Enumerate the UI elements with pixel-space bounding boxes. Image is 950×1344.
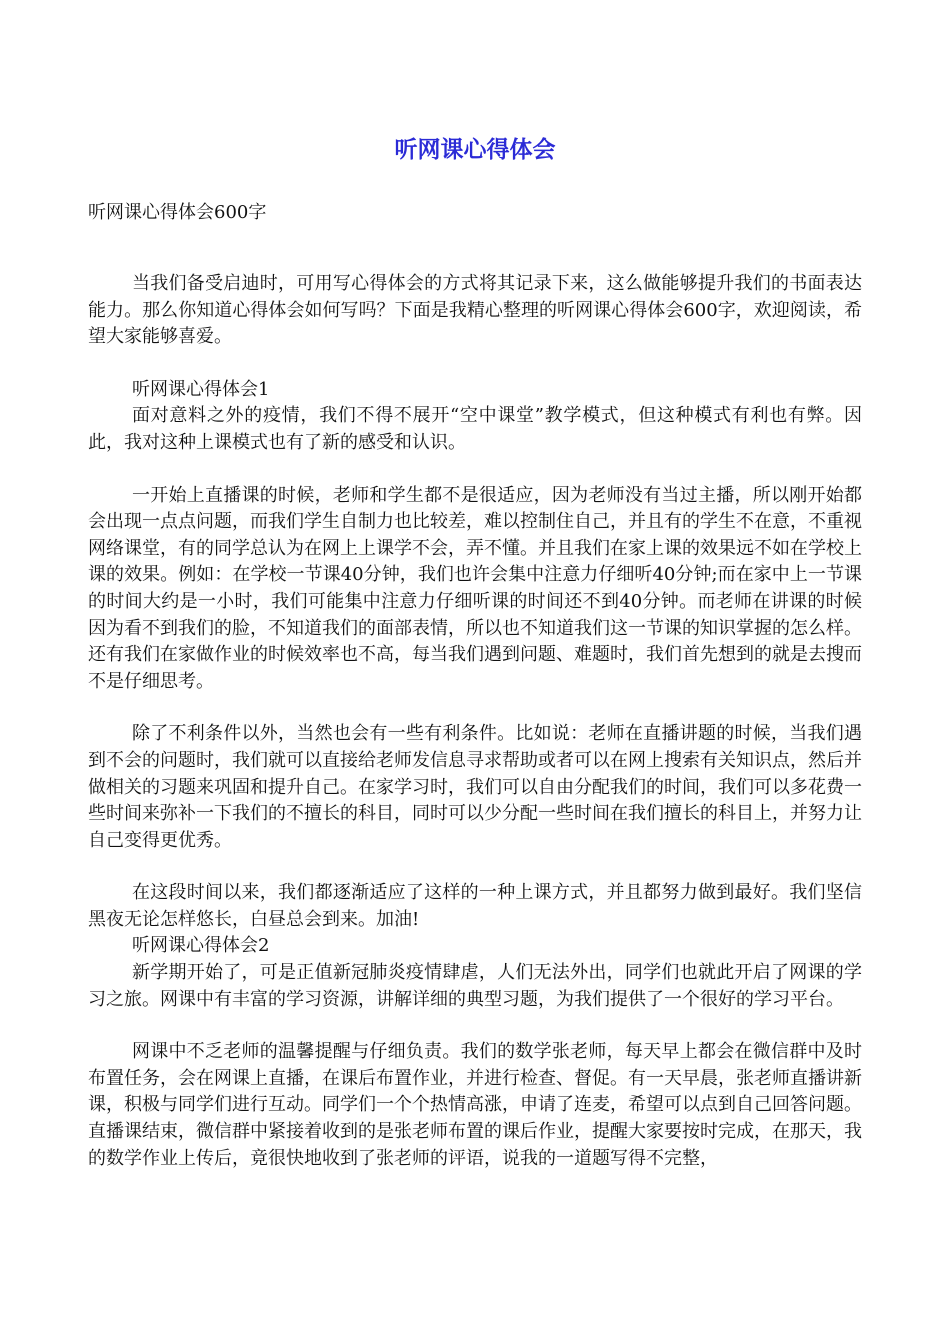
section2-paragraph: 新学期开始了，可是正值新冠肺炎疫情肆虐，人们无法外出，同学们也就此开启了网课的学习之旅。网课中有丰富的学习资源，讲解详细的典型习题，为我们提供了一个很好的学习平台。 [88, 962, 862, 1010]
section1-paragraph: 一开始上直播课的时候，老师和学生都不是很适应，因为老师没有当过主播，所以刚开始都会出现一点点问题，而我们学生自制力也比较差，难以控制住自己，并且有的学生不在意，不重视网络课堂，有的同学总认为在网上上课学不会，弄不懂。并且我们在家上课的效果远不如在学校上课的效果。例如：在学校一节课40分钟，我们也许会集中注意力仔细听40分钟;而在家中上一节课的时间大约是一小时，我们可能集中注意力仔细听课的时间还不到40分钟。而老师在讲课的时候因为看不到我们的脸，不知道我们的面部表情，所以也不知道我们这一节课的知识掌握的怎么样。还有我们在家做作业的时候效率也不高，每当我们遇到问题、难题时，我们首先想到的就是去搜而不是仔细思考。 [88, 484, 862, 692]
section1-paragraph: 在这段时间以来，我们都逐渐适应了这样的一种上课方式，并且都努力做到最好。我们坚信黑夜无论怎样悠长，白昼总会到来。加油! [88, 882, 862, 930]
document-title: 听网课心得体会 [394, 137, 556, 163]
section2-heading: 听网课心得体会2 [132, 935, 270, 957]
section1-heading: 听网课心得体会1 [132, 378, 270, 400]
section1-paragraph: 除了不利条件以外，当然也会有一些有利条件。比如说：老师在直播讲题的时候，当我们遇到不会的问题时，我们就可以直接给老师发信息寻求帮助或者可以在网上搜索有关知识点，然后并做相关的习题来巩固和提升自己。在家学习时，我们可以自由分配我们的时间，我们可以多花费一些时间来弥补一下我们的不擅长的科目，同时可以少分配一些时间在我们擅长的科目上，并努力让自己变得更优秀。 [88, 723, 862, 851]
document-body [88, 271, 862, 1172]
section1-paragraph: 面对意料之外的疫情，我们不得不展开“空中课堂”教学模式，但这种模式有利也有弊。因此，我对这种上课模式也有了新的感受和认识。 [88, 405, 862, 453]
intro-paragraph: 当我们备受启迪时，可用写心得体会的方式将其记录下来，这么做能够提升我们的书面表达能力。那么你知道心得体会如何写吗？下面是我精心整理的听网课心得体会600字，欢迎阅读，希望大家能够喜爱。 [88, 273, 862, 348]
section2-paragraph: 网课中不乏老师的温馨提醒与仔细负责。我们的数学张老师，每天早上都会在微信群中及时布置任务，会在网课上直播，在课后布置作业，并进行检查、督促。有一天早晨，张老师直播讲新课，积极与同学们进行互动。同学们一个个热情高涨，申请了连麦，希望可以点到自己回答问题。直播课结束，微信群中紧接着收到的是张老师布置的课后作业，提醒大家要按时完成，在那天，我的数学作业上传后，竟很快地收到了张老师的评语，说我的一道题写得不完整， [88, 1041, 862, 1169]
document-subtitle: 听网课心得体会600字 [88, 202, 267, 223]
